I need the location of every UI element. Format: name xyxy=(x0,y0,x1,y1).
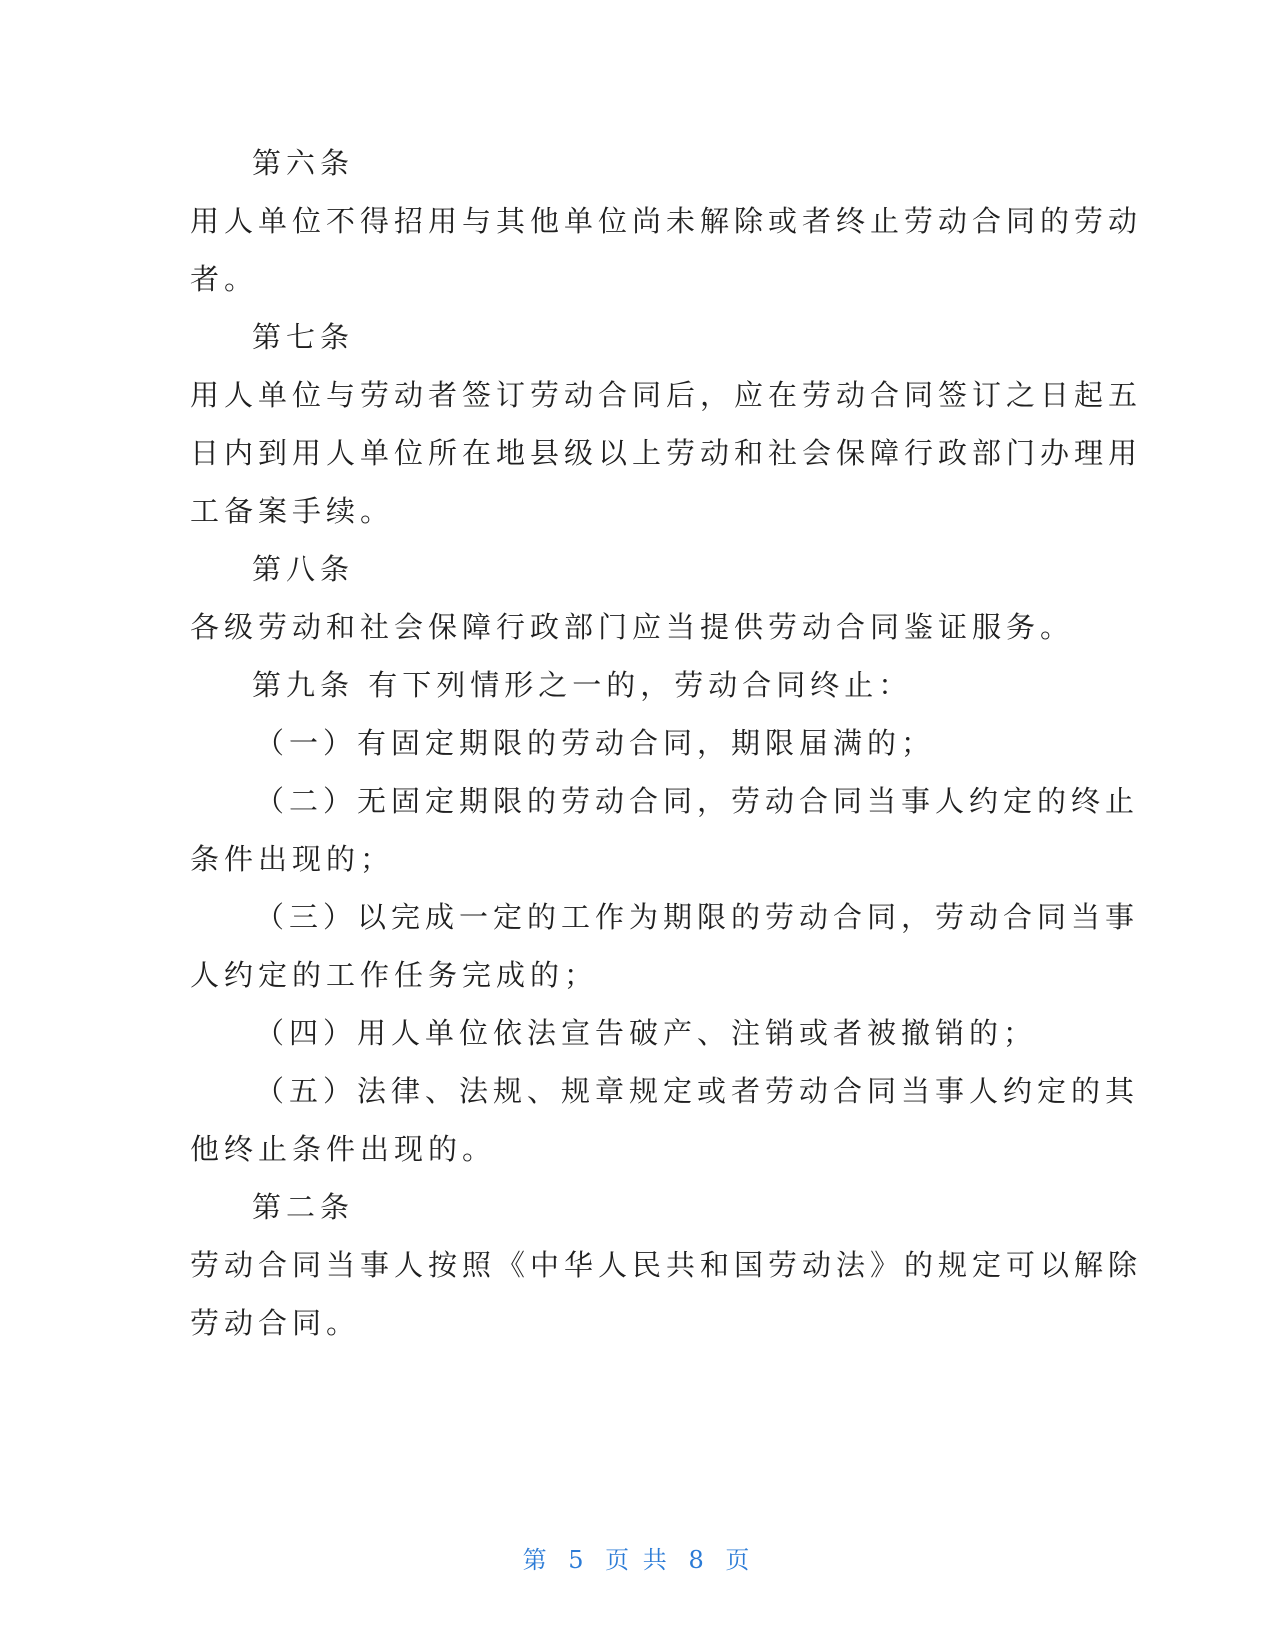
list-item: （五）法律、法规、规章规定或者劳动合同当事人约定的其 xyxy=(255,1074,1140,1108)
paragraph-line: 用人单位与劳动者签订劳动合同后，应在劳动合同签订之日起五 xyxy=(190,378,1143,412)
footer-prefix: 第 xyxy=(522,1546,550,1574)
page-number-footer xyxy=(0,1545,1275,1575)
total-page-count: 8 xyxy=(688,1546,707,1574)
list-item: （一）有固定期限的劳动合同，期限届满的； xyxy=(255,726,936,760)
paragraph-line: 者。 xyxy=(190,262,259,296)
paragraph-line: 各级劳动和社会保障行政部门应当提供劳动合同鉴证服务。 xyxy=(190,610,1075,644)
paragraph-line: 劳动合同。 xyxy=(190,1306,361,1340)
article-heading: 第八条 xyxy=(252,552,355,586)
list-item: （二）无固定期限的劳动合同，劳动合同当事人约定的终止 xyxy=(255,784,1140,818)
list-item: （三）以完成一定的工作为期限的劳动合同，劳动合同当事 xyxy=(255,900,1140,934)
footer-suffix: 页 xyxy=(725,1546,753,1574)
list-item: （四）用人单位依法宣告破产、注销或者被撤销的； xyxy=(255,1016,1038,1050)
paragraph-line: 日内到用人单位所在地县级以上劳动和社会保障行政部门办理用 xyxy=(190,436,1143,470)
paragraph-line: 条件出现的； xyxy=(190,842,395,876)
paragraph-line: 人约定的工作任务完成的； xyxy=(190,958,599,992)
article-heading: 第二条 xyxy=(252,1190,355,1224)
paragraph-line: 他终止条件出现的。 xyxy=(190,1132,497,1166)
article-heading: 第九条 有下列情形之一的，劳动合同终止： xyxy=(252,668,913,702)
paragraph-line: 工备案手续。 xyxy=(190,494,395,528)
footer-middle: 页 共 xyxy=(605,1546,670,1574)
paragraph-line: 用人单位不得招用与其他单位尚未解除或者终止劳动合同的劳动 xyxy=(190,204,1143,238)
article-heading: 第六条 xyxy=(252,146,355,180)
paragraph-line: 劳动合同当事人按照《中华人民共和国劳动法》的规定可以解除 xyxy=(190,1248,1143,1282)
article-heading: 第七条 xyxy=(252,320,355,354)
current-page-number: 5 xyxy=(568,1546,587,1574)
